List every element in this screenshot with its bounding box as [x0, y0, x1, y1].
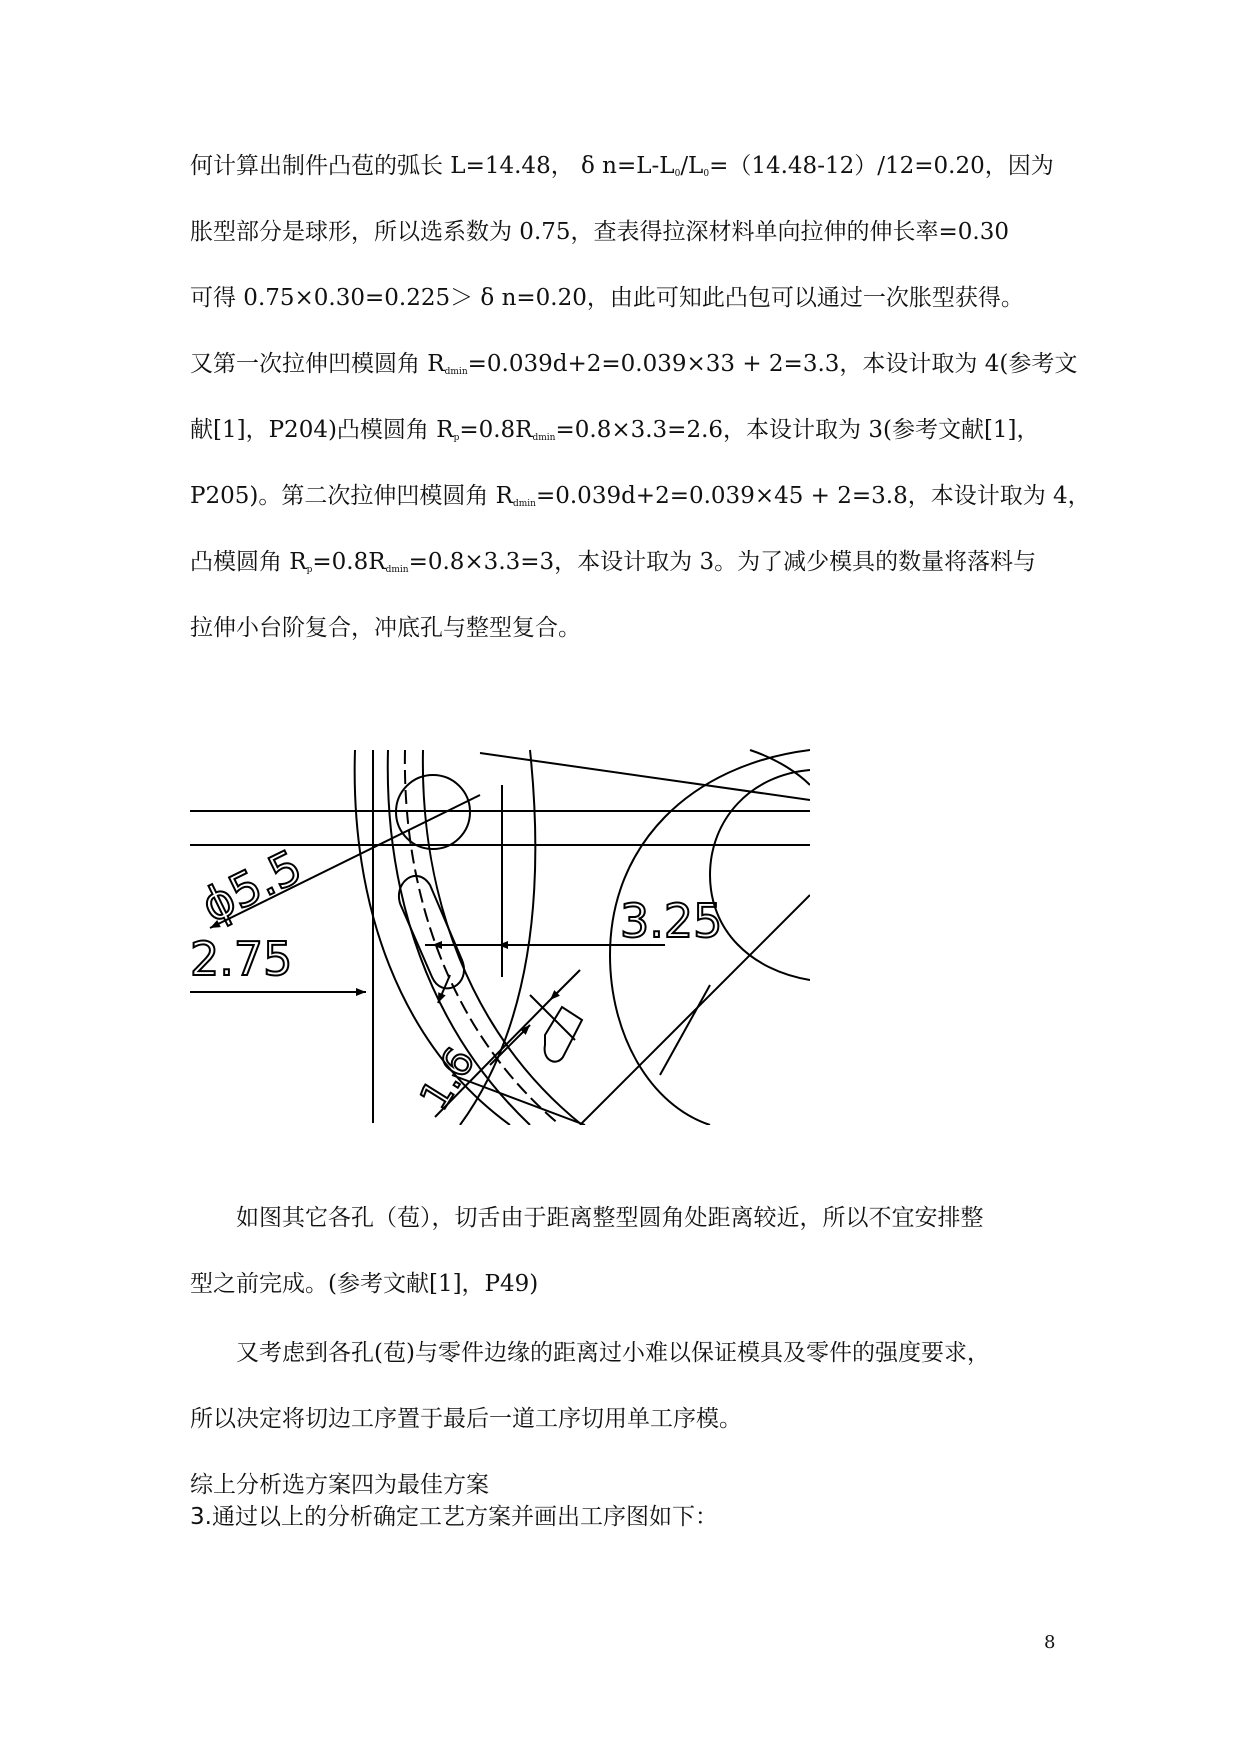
paragraph-1: [190, 133, 1091, 661]
paragraph-1-line-3: 可得 0.75×0.30=0.225＞ δ n=0.20，由此可知此凸包可以通过一次胀型获得。: [190, 285, 1024, 311]
paragraph-3: [190, 1320, 1070, 1452]
sloped-line-right-2: [660, 985, 710, 1075]
paragraph-1-line-6: P205)。第二次拉伸凹模圆角 $R_{dmin}=0.039d+2=0.039\times 45 + 2=3.8$，本设计取为 4，: [190, 483, 1091, 509]
arc-small-right: [710, 770, 810, 980]
conclusion-line: 综上分析选方案四为最佳方案: [190, 1472, 489, 1498]
page-number: 8: [1044, 1632, 1056, 1653]
paragraph-3-line-2: 所以决定将切边工序置于最后一道工序切用单工序模。: [190, 1406, 742, 1432]
paragraph-1-line-2: 胀型部分是球形，所以选系数为 0.75，查表得拉深材料单向拉伸的伸长率=0.30: [190, 219, 1010, 245]
dim-diameter-label: ϕ5.5: [193, 838, 310, 933]
paragraph-2-line-2: 型之前完成。(参考文献[1]，P49): [190, 1271, 539, 1297]
dim-offset-label: 2.75: [190, 932, 293, 986]
paragraph-3-line-1: 又考虑到各孔(苞)与零件边缘的距离过小难以保证模具及零件的强度要求，: [236, 1340, 990, 1366]
dim-partial-label: 1.6: [411, 1039, 485, 1119]
small-slot-center: [530, 995, 575, 1040]
paragraph-1-line-4: 又第一次拉伸凹模圆角 $R_{dmin}=0.039d+2=0.039\times 33 + 2=3.3$，本设计取为 4(参考文: [190, 351, 1078, 377]
paragraph-1-line-8: 拉伸小台阶复合，冲底孔与整型复合。: [190, 615, 581, 641]
paragraph-2-line-1: 如图其它各孔（苞），切舌由于距离整型圆角处距离较近，所以不宜安排整: [236, 1205, 984, 1231]
paragraph-2: [190, 1185, 1070, 1317]
paragraph-1-line-5: 献[1]，P204)凸模圆角 $R_p=0.8R_{dmin}=0.8\times 3.3=2.6$，本设计取为 3(参考文献[1]，: [190, 417, 1040, 443]
dim-width-label: 3.25: [620, 894, 723, 948]
dim-1-6-arrow: [550, 970, 580, 1000]
technical-drawing: [190, 745, 810, 1125]
paragraph-1-line-1: 何计算出制件凸苞的弧长 L=14.48， δ $n=L-L_0/L_0=(14.48-12)/12=0.20$，因为: [190, 153, 1054, 179]
section-heading: 3.通过以上的分析确定工艺方案并画出工序图如下：: [190, 1504, 718, 1530]
paragraph-1-line-7: 凸模圆角 $R_p=0.8R_{dmin}=0.8\times 3.3=3$，本设计取为 3。为了减少模具的数量将落料与: [190, 549, 1037, 575]
